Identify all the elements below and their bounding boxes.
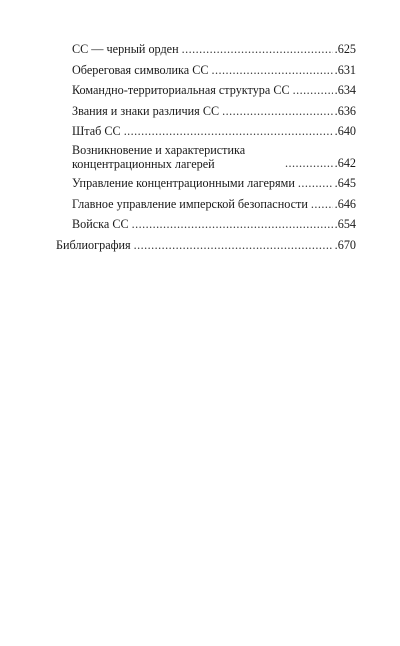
- toc-entry-title: Возникновение и характеристика концентрационных лагерей: [72, 143, 285, 173]
- toc-entry: [56, 40, 356, 59]
- dot-leader: [124, 122, 333, 141]
- toc-entry: [56, 143, 356, 173]
- dot-leader: [311, 195, 333, 214]
- dot-leader: [134, 236, 333, 255]
- toc-entry-page: .654: [333, 215, 356, 234]
- toc-entry-page: .642: [333, 154, 356, 173]
- toc-entry-page: .645: [333, 174, 356, 193]
- toc-entry: [56, 195, 356, 214]
- dot-leader: [212, 61, 333, 80]
- toc-entry-title: Обереговая символика СС: [72, 61, 212, 80]
- toc-entry: [56, 174, 356, 193]
- dot-leader: [285, 154, 333, 173]
- dot-leader: [132, 215, 333, 234]
- toc-entry-title: Главное управление имперской безопасности: [72, 195, 311, 214]
- table-of-contents: [56, 40, 356, 256]
- toc-entry: [56, 122, 356, 141]
- toc-entry-title: Командно-территориальная структура СС: [72, 81, 293, 100]
- toc-entry-page: .670: [333, 236, 356, 255]
- toc-entry-title: Звания и знаки различия СС: [72, 102, 222, 121]
- toc-entry: [56, 236, 356, 255]
- dot-leader: [298, 174, 333, 193]
- toc-entry-title: Библиография: [56, 236, 134, 255]
- toc-entry-page: .640: [333, 122, 356, 141]
- toc-entry: [56, 61, 356, 80]
- dot-leader: [222, 102, 333, 121]
- toc-entry-page: .646: [333, 195, 356, 214]
- toc-entry-title: Войска СС: [72, 215, 132, 234]
- toc-entry-page: .636: [333, 102, 356, 121]
- toc-entry-page: .625: [333, 40, 356, 59]
- dot-leader: [293, 81, 333, 100]
- toc-entry: [56, 81, 356, 100]
- toc-entry-title: Штаб СС: [72, 122, 124, 141]
- toc-entry-page: .634: [333, 81, 356, 100]
- toc-entry-page: .631: [333, 61, 356, 80]
- toc-entry-title: Управление концентрационными лагерями: [72, 174, 298, 193]
- toc-entry-title: СС — черный орден: [72, 40, 182, 59]
- toc-entry: [56, 215, 356, 234]
- dot-leader: [182, 40, 333, 59]
- toc-entry: [56, 102, 356, 121]
